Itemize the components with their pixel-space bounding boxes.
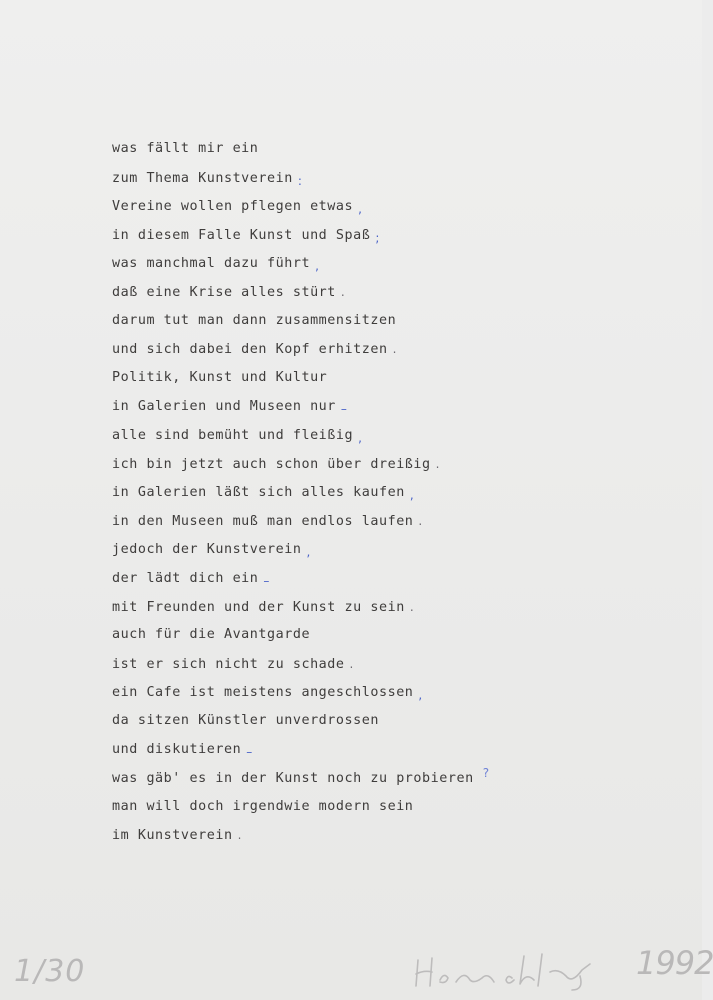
handwritten-punctuation: – [246, 745, 253, 760]
poem-line-text: man will doch irgendwie modern sein [112, 798, 414, 814]
poem-line-text: in Galerien läßt sich alles kaufen [112, 485, 405, 501]
handwritten-punctuation: . [392, 342, 397, 357]
poem-line-text: alle sind bemüht und fleißig [112, 427, 354, 443]
poem-line-text: und diskutieren [112, 742, 242, 758]
poem-line-text: was gäb' es in der Kunst noch zu probieren [112, 771, 474, 787]
poem-line-text: im Kunstverein [112, 828, 233, 844]
handwritten-punctuation: . [435, 456, 441, 471]
poem-line-text: auch für die Avantgarde [112, 627, 311, 643]
poem-line [112, 567, 490, 596]
poem-line [112, 624, 490, 653]
year: 1992 [636, 944, 713, 982]
poem-line [112, 138, 490, 167]
poem-line-text: was fällt mir ein [112, 141, 259, 156]
poem-line-text: ein Cafe ist meistens angeschlossen [112, 685, 414, 701]
poem-line [112, 738, 490, 767]
poem-line [112, 681, 490, 710]
poem-line [112, 395, 490, 424]
handwritten-punctuation: . [237, 828, 242, 843]
handwritten-punctuation: – [340, 402, 348, 417]
poem-line-text: in den Museen muß man endlos laufen [112, 513, 414, 529]
handwritten-punctuation: – [263, 573, 270, 588]
poem-text [112, 138, 490, 853]
poem-line [112, 796, 490, 825]
poem-line [112, 424, 490, 453]
poem-line-text: jedoch der Kunstverein [112, 542, 302, 558]
poem-line [112, 453, 490, 482]
poem-line [112, 510, 490, 539]
poem-line [112, 538, 490, 567]
handwritten-punctuation: , [315, 259, 320, 274]
handwritten-punctuation: , [306, 545, 311, 560]
handwritten-punctuation: . [349, 656, 354, 671]
poem-line-text: daß eine Krise alles stürt [112, 284, 336, 300]
poem-line [112, 596, 490, 625]
poem-line [112, 710, 490, 739]
handwritten-punctuation: , [409, 488, 415, 503]
handwritten-punctuation: ? [482, 766, 490, 781]
poem-line [112, 195, 490, 224]
poem-line-text: der lädt dich ein [112, 570, 259, 586]
poem-line [112, 167, 490, 196]
poem-line-text: zum Thema Kunstverein [112, 170, 293, 186]
poem-line-text: in Galerien und Museen nur [112, 399, 336, 415]
poem-line [112, 281, 490, 310]
poem-line-text: was manchmal dazu führt [112, 256, 311, 272]
poem-line-text: und sich dabei den Kopf erhitzen [112, 342, 388, 358]
poem-line [112, 653, 490, 682]
poem-line-text: ich bin jetzt auch schon über dreißig [112, 456, 431, 472]
poem-line [112, 310, 490, 339]
handwritten-punctuation: . [340, 284, 346, 299]
poem-line [112, 338, 490, 367]
poem-line [112, 252, 490, 281]
poem-line [112, 767, 490, 796]
handwritten-punctuation: , [358, 430, 363, 445]
handwritten-punctuation: . [409, 599, 415, 614]
poem-line-text: in diesem Falle Kunst und Spaß [112, 227, 371, 243]
poem-line-text: da sitzen Künstler unverdrossen [112, 712, 379, 728]
handwritten-punctuation: , [358, 202, 363, 217]
handwritten-punctuation: : [297, 173, 303, 188]
handwritten-punctuation: . [418, 513, 423, 528]
poem-line-text: Politik, Kunst und Kultur [112, 369, 328, 385]
handwritten-punctuation: , [418, 688, 423, 703]
poem-line [112, 367, 490, 396]
poem-line [112, 224, 490, 253]
poem-line [112, 481, 490, 510]
handwritten-punctuation: ; [375, 230, 380, 245]
artist-signature [412, 950, 602, 992]
poem-line [112, 824, 490, 853]
edition-number: 1/30 [14, 954, 86, 989]
poem-line-text: Vereine wollen pflegen etwas [112, 199, 354, 215]
poem-line-text: ist er sich nicht zu schade [112, 656, 345, 672]
poem-line-text: darum tut man dann zusammensitzen [112, 312, 397, 328]
poem-line-text: mit Freunden und der Kunst zu sein [112, 599, 405, 615]
